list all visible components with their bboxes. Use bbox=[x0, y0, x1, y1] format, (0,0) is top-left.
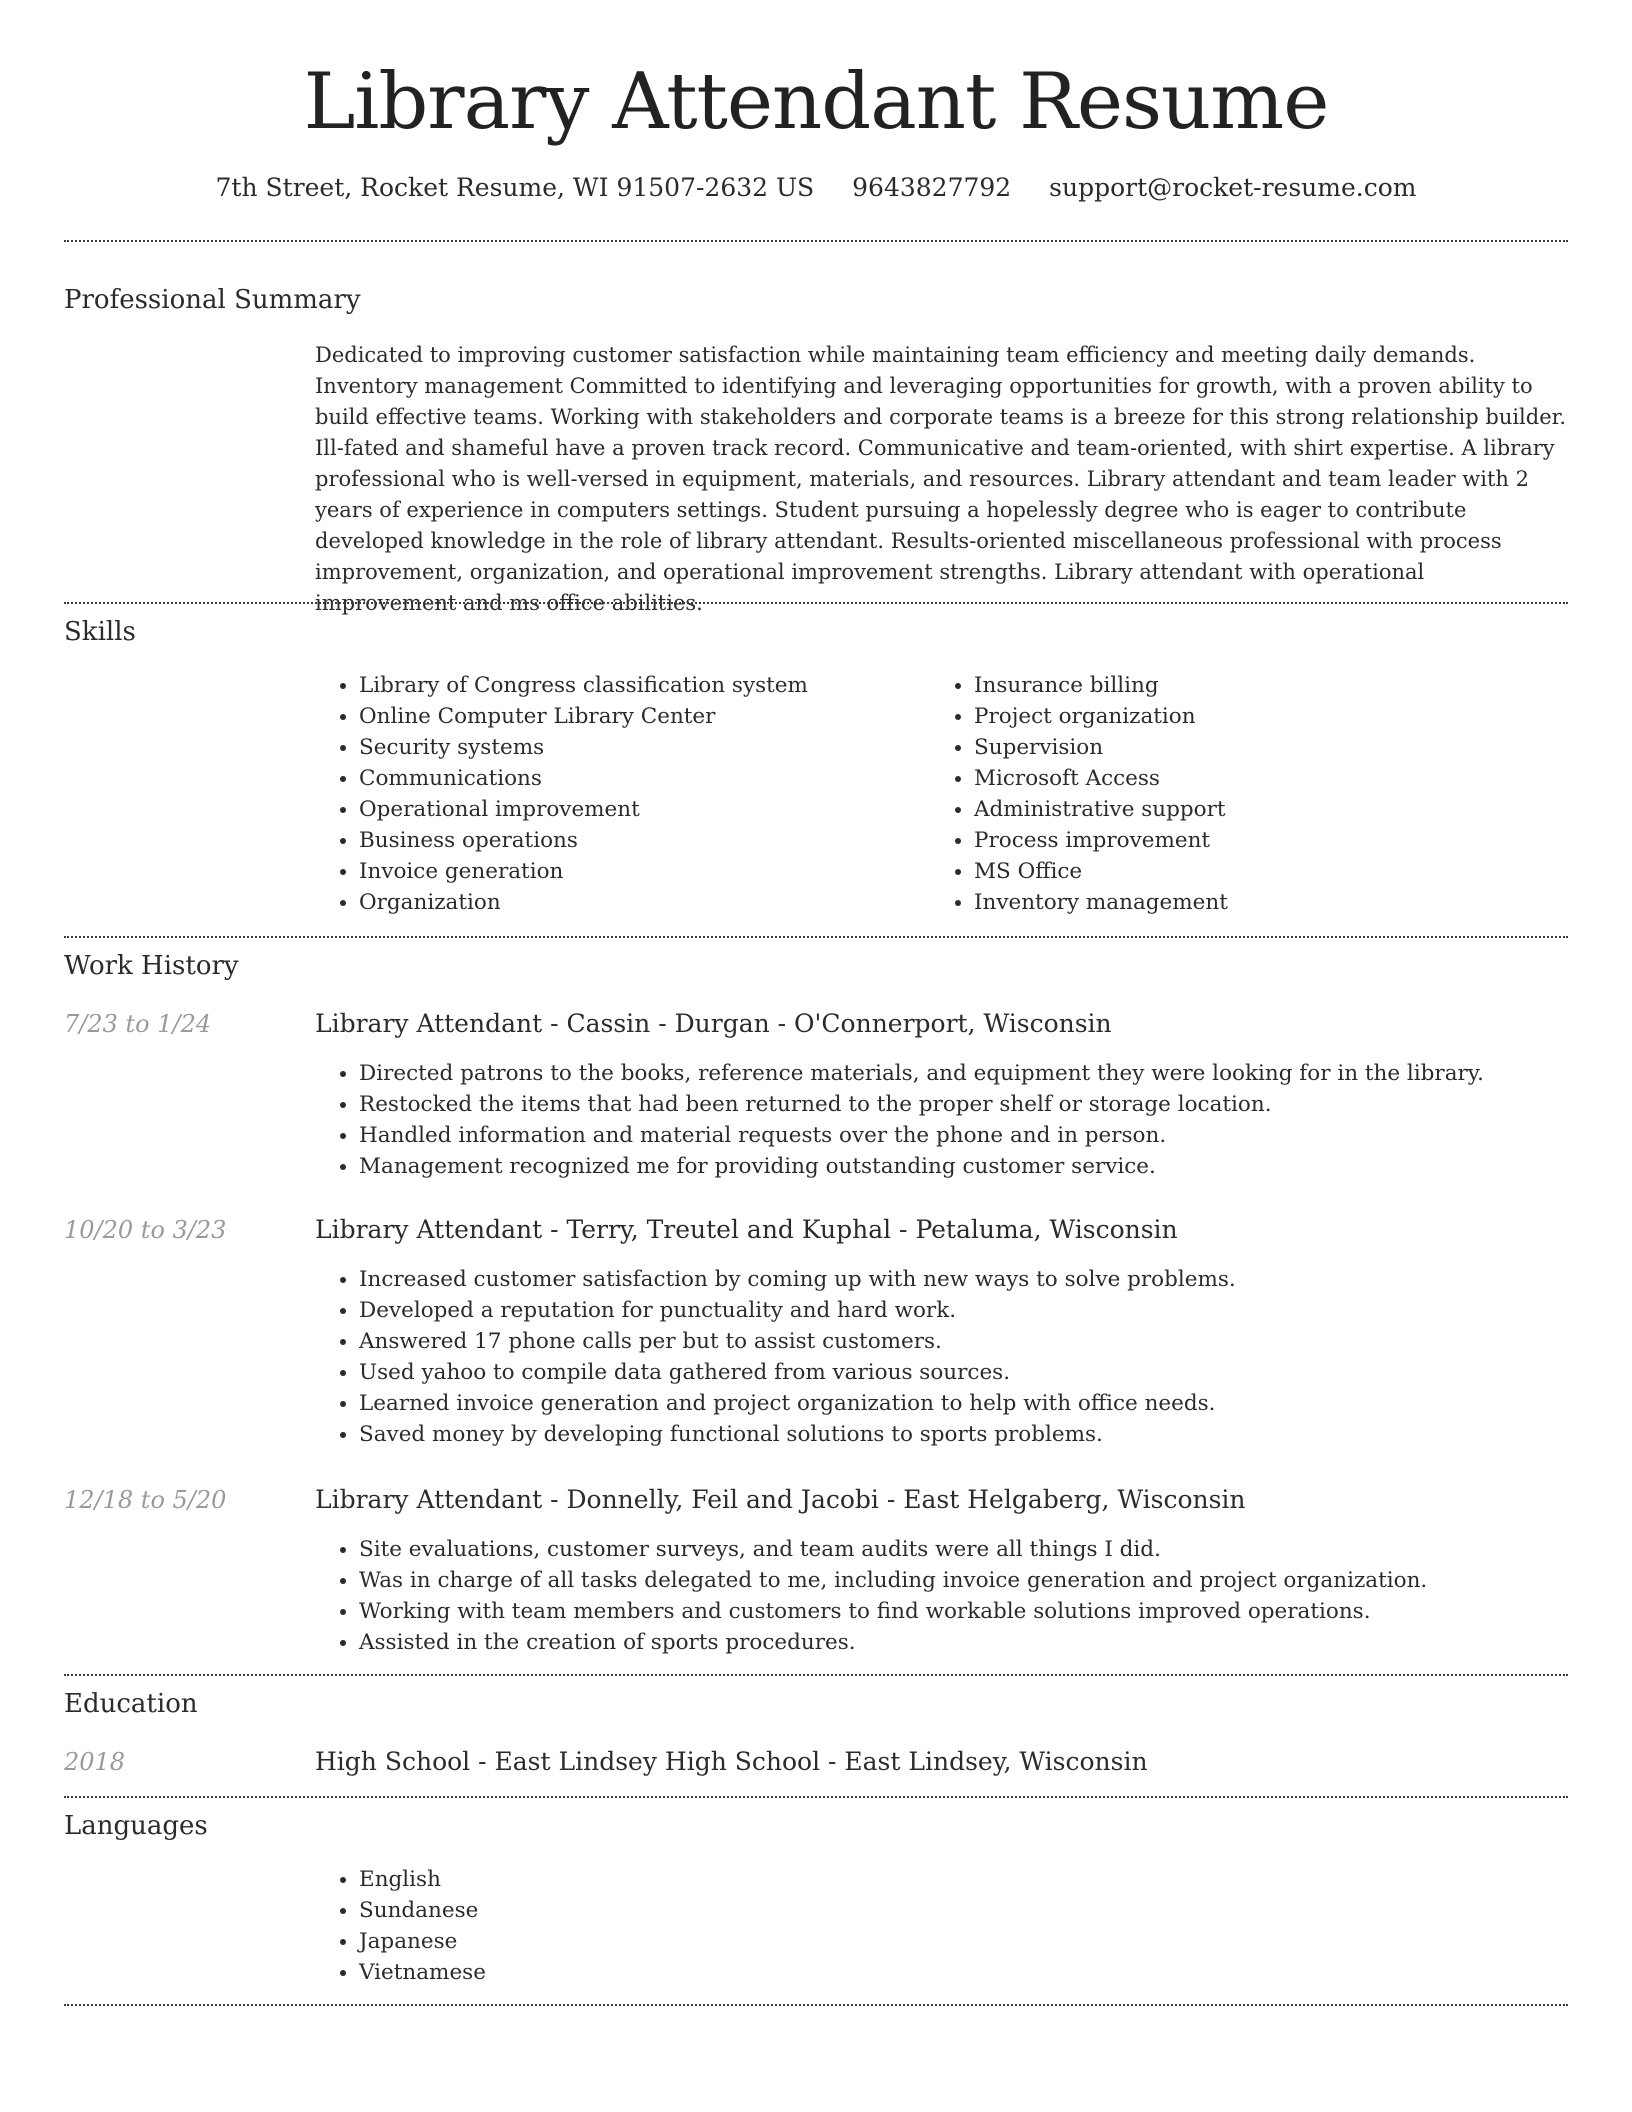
contact-phone: 9643827792 bbox=[852, 173, 1012, 202]
job-bullet: • Site evaluations, customer surveys, and team audits were all things I did. bbox=[359, 1534, 1612, 1565]
section-divider bbox=[64, 1796, 1568, 1798]
summary-text: Dedicated to improving customer satisfaction while maintaining team efficiency and meeting daily demands. Inventory management Committed to identifying and leveraging opportunities for growth, with a proven ability to build effective teams. Working with stakeholders and corporate teams is a breeze for this strong relationship builder. Ill-fated and shameful have a proven track record. Communicative and team-oriented, with shirt expertise. A library professional who is well-versed in equipment, materials, and resources. Library attendant and team leader with 2 years of experience in computers settings. Student pursuing a hopelessly degree who is eager to contribute developed knowledge in the role of library attendant. Results-oriented miscellaneous professional with process improvement, organization, and operational improvement strengths. Library attendant with operational improvement and ms office abilities. bbox=[315, 343, 1567, 615]
job-bullet: • Handled information and material requests over the phone and in person. bbox=[359, 1120, 1612, 1151]
skills-list-left bbox=[315, 670, 919, 918]
contact-line bbox=[0, 170, 1632, 206]
job-title: Library Attendant - Terry, Treutel and Kuphal - Petaluma, Wisconsin bbox=[315, 1215, 1178, 1244]
job-bullet: • Assisted in the creation of sports procedures. bbox=[359, 1627, 1612, 1658]
education-entry: High School - East Lindsey High School - East Lindsey, Wisconsin bbox=[315, 1747, 1148, 1776]
skill-item: • Supervision bbox=[974, 732, 1574, 763]
job-dates: 10/20 to 3/23 bbox=[64, 1216, 227, 1244]
resume-title: Library Attendant Resume bbox=[303, 57, 1329, 147]
job-dates: 7/23 to 1/24 bbox=[64, 1010, 212, 1038]
job-title: Library Attendant - Donnelly, Feil and Jacobi - East Helgaberg, Wisconsin bbox=[315, 1485, 1246, 1514]
skills-heading: Skills bbox=[64, 617, 136, 647]
job-bullet: • Increased customer satisfaction by coming up with new ways to solve problems. bbox=[359, 1264, 1612, 1295]
job-bullet: • Restocked the items that had been returned to the proper shelf or storage location. bbox=[359, 1089, 1612, 1120]
job-bullet: • Learned invoice generation and project organization to help with office needs. bbox=[359, 1388, 1612, 1419]
languages-heading: Languages bbox=[64, 1811, 208, 1841]
job-bullet: • Management recognized me for providing outstanding customer service. bbox=[359, 1151, 1612, 1182]
job-bullets bbox=[315, 1534, 1612, 1658]
job-bullet: • Saved money by developing functional solutions to sports problems. bbox=[359, 1419, 1612, 1450]
education-year: 2018 bbox=[64, 1748, 126, 1776]
work-heading: Work History bbox=[64, 951, 239, 981]
skill-item: • Project organization bbox=[974, 701, 1574, 732]
job-title: Library Attendant - Cassin - Durgan - O'Connerport, Wisconsin bbox=[315, 1009, 1112, 1038]
skill-item: • Organization bbox=[359, 887, 919, 918]
job-bullet: • Answered 17 phone calls per but to assist customers. bbox=[359, 1326, 1612, 1357]
skill-item: • Business operations bbox=[359, 825, 919, 856]
section-divider bbox=[64, 2004, 1568, 2006]
skill-item: • Invoice generation bbox=[359, 856, 919, 887]
language-item: • Sundanese bbox=[359, 1895, 959, 1926]
skill-item: • Security systems bbox=[359, 732, 919, 763]
skill-item: • Online Computer Library Center bbox=[359, 701, 919, 732]
section-divider bbox=[64, 1674, 1568, 1676]
skill-item: • Inventory management bbox=[974, 887, 1574, 918]
job-dates: 12/18 to 5/20 bbox=[64, 1486, 227, 1514]
languages-list bbox=[315, 1864, 959, 1988]
skill-item: • Insurance billing bbox=[974, 670, 1574, 701]
summary-heading: Professional Summary bbox=[64, 285, 361, 315]
skill-item: • MS Office bbox=[974, 856, 1574, 887]
education-heading: Education bbox=[64, 1689, 198, 1719]
skill-item: • Library of Congress classification system bbox=[359, 670, 919, 701]
job-bullet: • Working with team members and customers to find workable solutions improved operations. bbox=[359, 1596, 1612, 1627]
job-bullet: • Directed patrons to the books, reference materials, and equipment they were looking for in the library. bbox=[359, 1058, 1612, 1089]
skill-item: • Communications bbox=[359, 763, 919, 794]
job-bullets bbox=[315, 1264, 1612, 1450]
contact-address: 7th Street, Rocket Resume, WI 91507-2632 US bbox=[215, 173, 815, 202]
job-bullet: • Developed a reputation for punctuality and hard work. bbox=[359, 1295, 1612, 1326]
skill-item: • Microsoft Access bbox=[974, 763, 1574, 794]
contact-email: support@rocket-resume.com bbox=[1049, 173, 1417, 202]
language-item: • English bbox=[359, 1864, 959, 1895]
skill-item: • Process improvement bbox=[974, 825, 1574, 856]
language-item: • Vietnamese bbox=[359, 1957, 959, 1988]
language-item: • Japanese bbox=[359, 1926, 959, 1957]
section-divider bbox=[64, 240, 1568, 242]
section-divider bbox=[64, 602, 1568, 604]
skills-list-right bbox=[930, 670, 1574, 918]
skill-item: • Operational improvement bbox=[359, 794, 919, 825]
job-bullets bbox=[315, 1058, 1612, 1182]
skill-item: • Administrative support bbox=[974, 794, 1574, 825]
job-bullet: • Was in charge of all tasks delegated to me, including invoice generation and project organization. bbox=[359, 1565, 1612, 1596]
section-divider bbox=[64, 936, 1568, 938]
job-bullet: • Used yahoo to compile data gathered from various sources. bbox=[359, 1357, 1612, 1388]
